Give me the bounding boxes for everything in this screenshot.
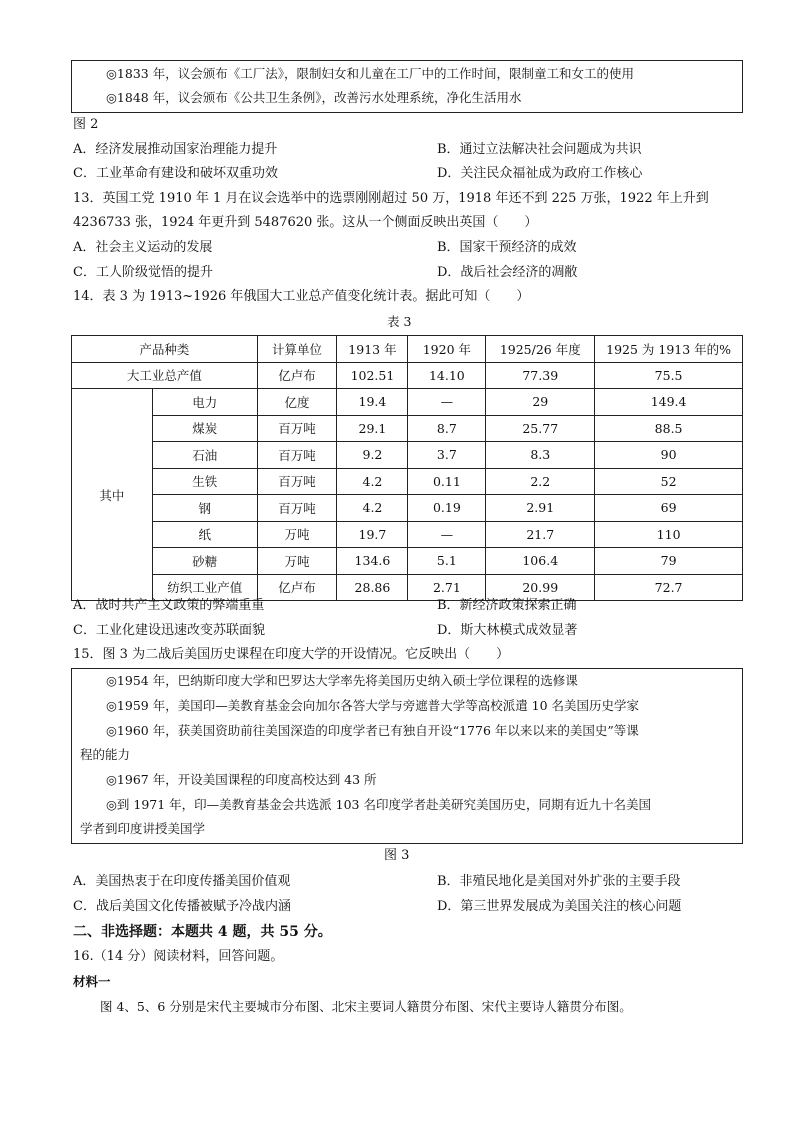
cell-total-unit: 亿卢布 [257,362,337,389]
cell-1920: — [408,389,486,416]
cell-1925: 8.3 [486,442,595,469]
q12-option-d: D．关注民众福祉成为政府工作核心 [437,166,643,181]
cell-product: 生铁 [152,468,257,495]
q14-option-d: D．斯大林模式成效显著 [437,623,578,638]
q15-option-a: A．美国热衷于在印度传播美国价值观 [73,874,291,889]
q16-stem: 16.（14 分）阅读材料，回答问题。 [73,949,284,964]
cell-product: 石油 [152,442,257,469]
table-row [72,442,743,469]
header-product: 产品种类 [72,336,258,363]
cell-percent: 72.7 [595,574,743,601]
q15-stem: 15．图 3 为二战后美国历史课程在印度大学的开设情况。它反映出（ ） [73,647,510,662]
table-header-row [72,336,743,363]
cell-1913: 9.2 [337,442,408,469]
cell-1913: 19.7 [337,521,408,548]
q15-option-c: C．战后美国文化传播被赋予冷战内涵 [73,899,291,914]
table-row [72,415,743,442]
table-3 [71,335,743,601]
table-row-total [72,362,743,389]
figure-3-line-4: 程的能力 [80,747,131,762]
cell-total-percent: 75.5 [595,362,743,389]
cell-unit: 亿度 [257,389,337,416]
header-1913: 1913 年 [337,336,408,363]
cell-total-label: 大工业总产值 [72,362,258,389]
cell-1920: 2.71 [408,574,486,601]
header-percent: 1925 为 1913 年的% [595,336,743,363]
table-3-caption: 表 3 [387,314,412,329]
cell-product: 纸 [152,521,257,548]
cell-total-1913: 102.51 [337,362,408,389]
cell-percent: 149.4 [595,389,743,416]
q14-stem: 14．表 3 为 1913~1926 年俄国大工业总产值变化统计表。据此可知（ ） [73,289,530,304]
q13-option-d: D．战后社会经济的凋敝 [437,265,578,280]
cell-product: 纺织工业产值 [152,574,257,601]
cell-percent: 69 [595,495,743,522]
table-row [72,548,743,575]
cell-unit: 万吨 [257,548,337,575]
cell-percent: 88.5 [595,415,743,442]
cell-percent: 90 [595,442,743,469]
header-unit: 计算单位 [257,336,337,363]
cell-1925: 106.4 [486,548,595,575]
q16-material-text: 图 4、5、6 分别是宋代主要城市分布图、北宋主要词人籍贯分布图、宋代主要诗人籍贯分布图。 [100,999,632,1014]
q14-option-c: C．工业化建设迅速改变苏联面貌 [73,623,265,638]
q13-option-c: C．工人阶级觉悟的提升 [73,265,213,280]
cell-unit: 亿卢布 [257,574,337,601]
cell-1925: 25.77 [486,415,595,442]
q13-stem-line-2: 4236733 张，1924 年更升到 5487620 张。这从一个侧面反映出英国（ ） [73,215,538,230]
cell-1913: 134.6 [337,548,408,575]
cell-unit: 百万吨 [257,495,337,522]
cell-1913: 28.86 [337,574,408,601]
cell-product: 钢 [152,495,257,522]
figure-3-caption: 图 3 [384,848,410,863]
q15-option-b: B．非殖民地化是美国对外扩张的主要手段 [437,874,681,889]
figure-3-line-2: ◎1959 年，美国印—美教育基金会向加尔各答大学与旁遮普大学等高校派遣 10 名美国历史学家 [106,698,640,713]
cell-1920: 0.19 [408,495,486,522]
figure-2-caption: 图 2 [73,117,99,132]
figure-2-line-1: ◎1833 年，议会颁布《工厂法》，限制妇女和儿童在工厂中的工作时间，限制童工和女工的使用 [106,66,634,81]
table-row [72,521,743,548]
header-1925: 1925/26 年度 [486,336,595,363]
q12-option-b: B．通过立法解决社会问题成为共识 [437,142,642,157]
figure-3-line-5: ◎1967 年，开设美国课程的印度高校达到 43 所 [106,772,377,787]
cell-1913: 19.4 [337,389,408,416]
cell-product: 电力 [152,389,257,416]
cell-1913: 29.1 [337,415,408,442]
cell-1925: 29 [486,389,595,416]
cell-1925: 2.2 [486,468,595,495]
cell-total-1920: 14.10 [408,362,486,389]
cell-1913: 4.2 [337,468,408,495]
table-row [72,495,743,522]
q12-option-c: C．工业革命有建设和破坏双重功效 [73,166,278,181]
cell-1925: 21.7 [486,521,595,548]
cell-unit: 百万吨 [257,468,337,495]
q13-option-a: A．社会主义运动的发展 [73,240,213,255]
cell-unit: 百万吨 [257,442,337,469]
figure-3-box [71,668,743,844]
cell-product: 砂糖 [152,548,257,575]
figure-2-line-2: ◎1848 年，议会颁布《公共卫生条例》，改善污水处理系统，净化生活用水 [106,90,522,105]
cell-percent: 52 [595,468,743,495]
q12-option-a: A．经济发展推动国家治理能力提升 [73,142,278,157]
cell-1920: — [408,521,486,548]
figure-3-line-3: ◎1960 年，获美国资助前往美国深造的印度学者已有独自开设“1776 年以来以来的美国史”等课 [106,723,639,738]
q15-option-d: D．第三世界发展成为美国关注的核心问题 [437,899,682,914]
cell-1925: 2.91 [486,495,595,522]
cell-percent: 110 [595,521,743,548]
figure-3-line-1: ◎1954 年，巴纳斯印度大学和巴罗达大学率先将美国历史纳入硕士学位课程的选修课 [106,673,578,688]
cell-total-1925: 77.39 [486,362,595,389]
cell-percent: 79 [595,548,743,575]
table-row [72,468,743,495]
cell-group-label: 其中 [72,389,153,601]
q14-option-a: A．战时共产主义政策的弊端重重 [73,598,265,613]
cell-1920: 5.1 [408,548,486,575]
header-1920: 1920 年 [408,336,486,363]
cell-unit: 百万吨 [257,415,337,442]
cell-1913: 4.2 [337,495,408,522]
table-row [72,389,743,416]
cell-unit: 万吨 [257,521,337,548]
cell-product: 煤炭 [152,415,257,442]
figure-3-line-7: 学者到印度讲授美国学 [80,821,206,836]
figure-3-line-6: ◎到 1971 年，印—美教育基金会共选派 103 名印度学者赴美研究美国历史，同期有近九十名美国 [106,797,651,812]
section-2-title: 二、非选择题：本题共 4 题，共 55 分。 [73,924,332,940]
cell-1920: 3.7 [408,442,486,469]
q16-material-label: 材料一 [73,974,111,989]
cell-1925: 20.99 [486,574,595,601]
q14-option-b: B．新经济政策探索正确 [437,598,577,613]
cell-1920: 8.7 [408,415,486,442]
q13-option-b: B．国家干预经济的成效 [437,240,577,255]
cell-1920: 0.11 [408,468,486,495]
q13-stem-line-1: 13．英国工党 1910 年 1 月在议会选举中的选票刚刚超过 50 万，1918 年还不到 225 万张，1922 年上升到 [73,191,709,206]
